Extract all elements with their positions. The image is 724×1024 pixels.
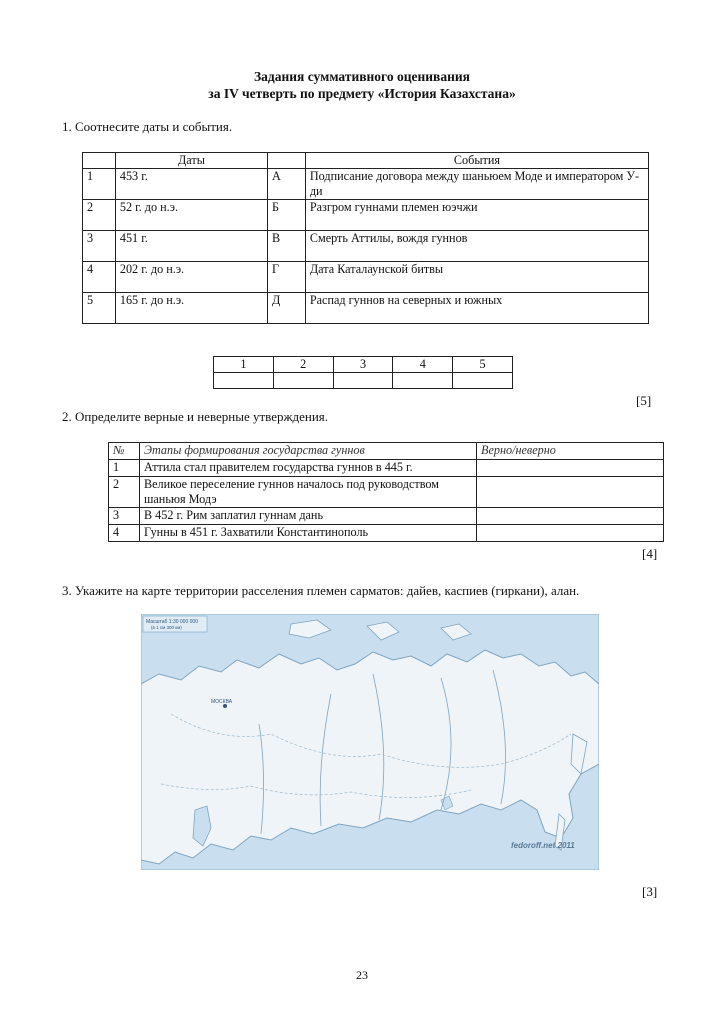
q1-heading: 1. Соотнесите даты и события.	[62, 119, 233, 134]
table-header-row	[83, 153, 649, 169]
answer-col-2: 2	[273, 357, 333, 373]
answer-input-row	[214, 373, 513, 389]
row-statement: Аттила стал правителем государства гуннов в 445 г.	[140, 460, 477, 477]
truth-answer-cell[interactable]	[477, 477, 664, 508]
row-letter: А	[268, 169, 306, 200]
row-number: 2	[109, 477, 140, 508]
row-letter: Б	[268, 200, 306, 231]
q2-heading: 2. Определите верные и неверные утверждения.	[62, 409, 329, 424]
table-row	[83, 262, 649, 293]
russia-contour-map	[141, 614, 599, 870]
header-cell-empty	[268, 153, 306, 169]
map-watermark: fedoroff.net 2011	[511, 841, 575, 850]
title-line-1: Задания суммативного оценивания	[254, 69, 470, 84]
answer-col-1: 1	[214, 357, 274, 373]
header-truth: Верно/неверно	[477, 443, 664, 460]
truth-answer-cell[interactable]	[477, 460, 664, 477]
header-cell-empty	[83, 153, 116, 169]
answer-col-5: 5	[453, 357, 513, 373]
row-statement: В 452 г. Рим заплатил гуннам дань	[140, 508, 477, 525]
map-scale-subtext: (в 1 см 300 км)	[151, 625, 182, 630]
row-statement: Великое переселение гуннов началось под руководством шаньюя Модэ	[140, 477, 477, 508]
row-event: Дата Каталаунской битвы	[305, 262, 648, 293]
row-event: Распад гуннов на северных и южных	[305, 293, 648, 324]
answer-header-row	[214, 357, 513, 373]
header-number: №	[109, 443, 140, 460]
q2-score: [4]	[642, 546, 658, 561]
page-number: 23	[356, 968, 368, 982]
table-row	[109, 477, 664, 508]
table-row	[83, 231, 649, 262]
answer-grid	[213, 356, 513, 389]
row-event: Подписание договора между шаньюем Моде и императором У-ди	[305, 169, 648, 200]
row-number: 1	[83, 169, 116, 200]
answer-cell-3[interactable]	[333, 373, 393, 389]
row-letter: Д	[268, 293, 306, 324]
table-row	[83, 169, 649, 200]
q3-score: [3]	[642, 884, 658, 899]
row-date: 165 г. до н.э.	[115, 293, 267, 324]
row-letter: В	[268, 231, 306, 262]
table-row	[109, 508, 664, 525]
row-date: 451 г.	[115, 231, 267, 262]
document-title	[0, 68, 724, 102]
q3-heading: 3. Укажите на карте территории расселения племен сарматов: дайев, каспиев (гиркани), алан.	[62, 583, 580, 598]
map-scale-text: Масштаб 1:30 000 000	[146, 619, 198, 625]
answer-cell-5[interactable]	[453, 373, 513, 389]
table-header-row	[109, 443, 664, 460]
map-graphic	[141, 614, 599, 870]
row-number: 4	[83, 262, 116, 293]
title-line-2: за IV четверть по предмету «История Казахстана»	[208, 86, 516, 101]
table-row	[83, 200, 649, 231]
table-row	[83, 293, 649, 324]
answer-col-4: 4	[393, 357, 453, 373]
table-row	[109, 460, 664, 477]
row-event: Разгром гуннами племен юэчжи	[305, 200, 648, 231]
row-date: 202 г. до н.э.	[115, 262, 267, 293]
row-number: 2	[83, 200, 116, 231]
true-false-table	[108, 442, 664, 542]
row-letter: Г	[268, 262, 306, 293]
answer-cell-2[interactable]	[273, 373, 333, 389]
row-number: 1	[109, 460, 140, 477]
row-number: 5	[83, 293, 116, 324]
row-statement: Гунны в 451 г. Захватили Константинополь	[140, 525, 477, 542]
row-number: 4	[109, 525, 140, 542]
dates-events-table	[82, 152, 649, 324]
table-row	[109, 525, 664, 542]
truth-answer-cell[interactable]	[477, 525, 664, 542]
answer-cell-4[interactable]	[393, 373, 453, 389]
row-number: 3	[83, 231, 116, 262]
q1-score: [5]	[636, 393, 652, 408]
map-city-label: МОСКВА	[211, 699, 233, 705]
row-event: Смерть Аттилы, вождя гуннов	[305, 231, 648, 262]
answer-cell-1[interactable]	[214, 373, 274, 389]
header-dates: Даты	[115, 153, 267, 169]
row-date: 52 г. до н.э.	[115, 200, 267, 231]
row-number: 3	[109, 508, 140, 525]
header-stage: Этапы формирования государства гуннов	[140, 443, 477, 460]
header-events: События	[305, 153, 648, 169]
row-date: 453 г.	[115, 169, 267, 200]
answer-col-3: 3	[333, 357, 393, 373]
truth-answer-cell[interactable]	[477, 508, 664, 525]
